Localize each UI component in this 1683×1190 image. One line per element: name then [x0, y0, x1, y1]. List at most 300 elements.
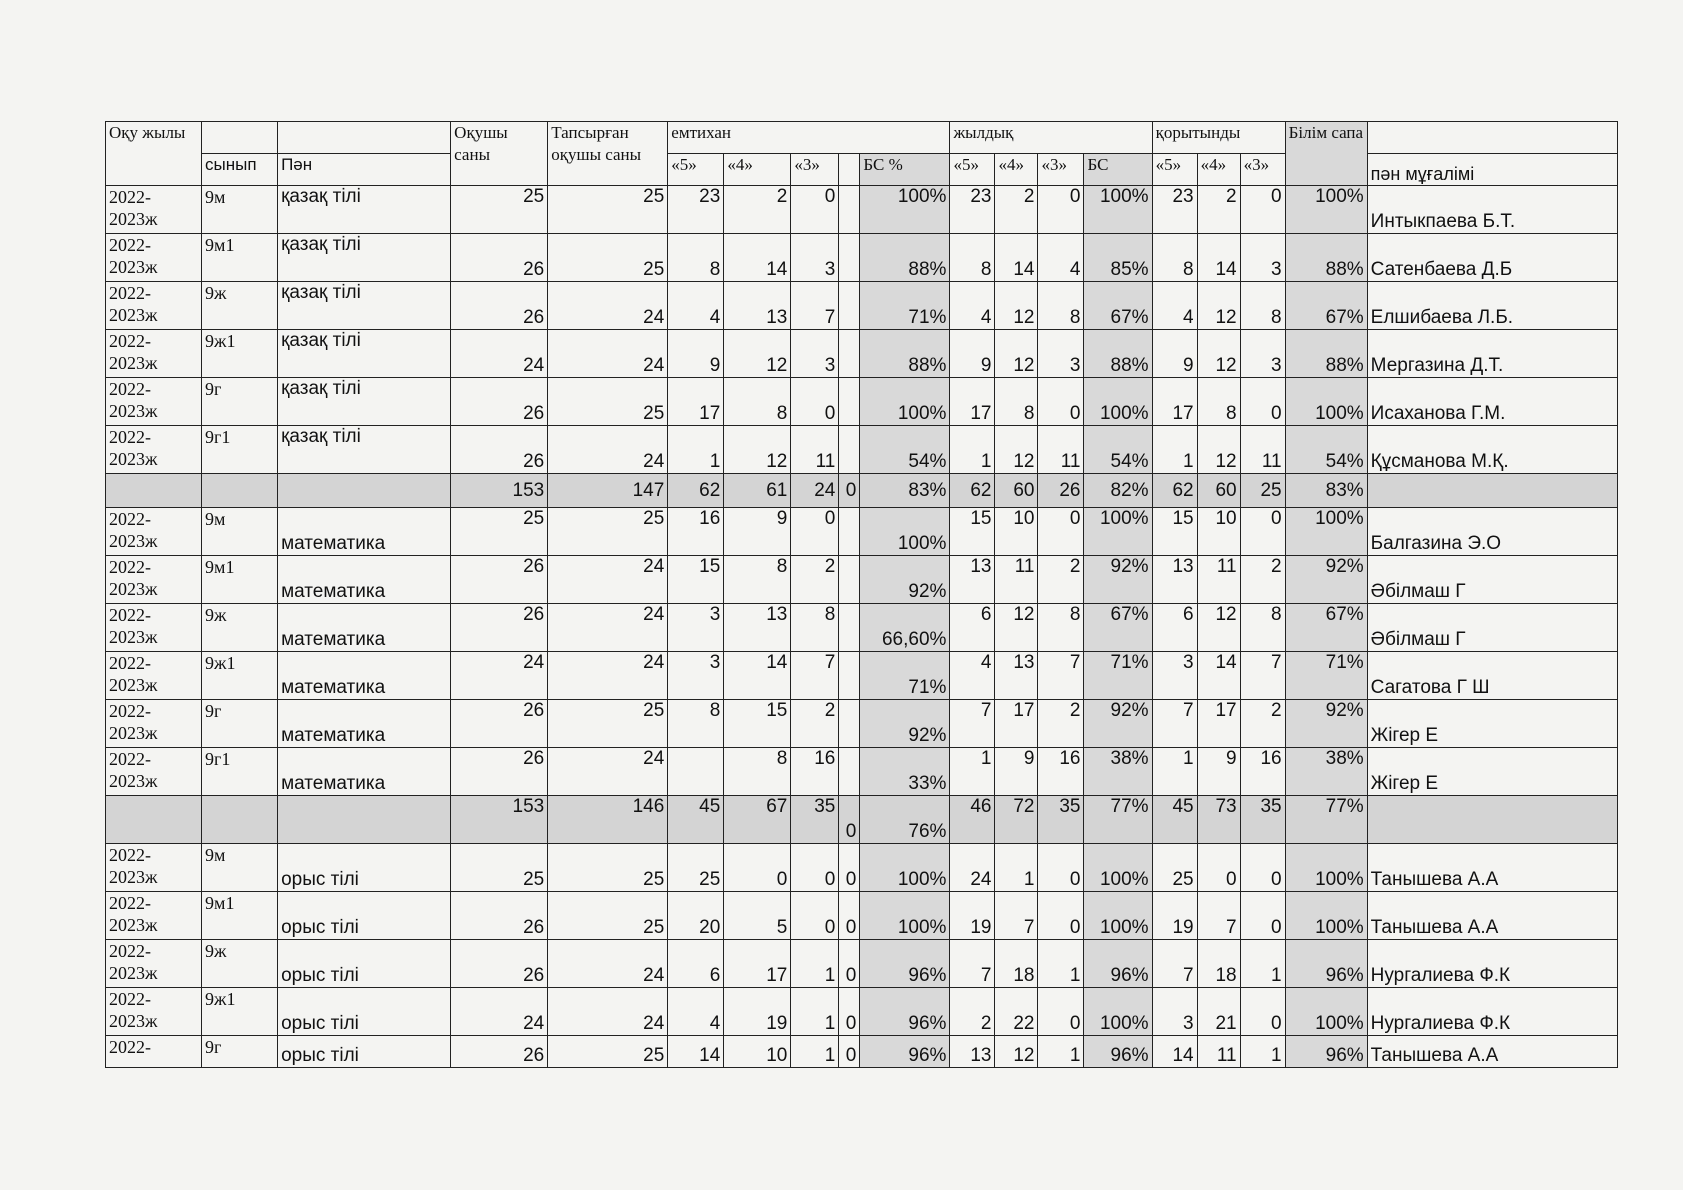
table-row: [106, 282, 1618, 330]
cell-a3: 8: [1038, 282, 1084, 330]
header-exam: емтихан: [668, 122, 950, 154]
cell-f4: 9: [1197, 748, 1240, 796]
cell-e2: [839, 234, 860, 282]
table-row: [106, 892, 1618, 940]
year-cell: [106, 508, 202, 556]
cell-a4: 8: [995, 378, 1038, 426]
cell-a5: 7: [950, 940, 995, 988]
cell-fq: 100%: [1285, 988, 1367, 1036]
cell-e4: 67: [724, 796, 791, 844]
class-cell: 9г: [202, 700, 278, 748]
header-final: қорытынды: [1152, 122, 1285, 154]
cell-a3: 0: [1038, 378, 1084, 426]
cell-passed: 25: [548, 234, 668, 282]
cell-e4: 12: [724, 330, 791, 378]
cell-e5: 20: [668, 892, 724, 940]
cell-abs: 82%: [1084, 474, 1152, 508]
cell-fq: 96%: [1285, 1036, 1367, 1068]
subject-cell: орыс тілі: [278, 892, 451, 940]
class-cell: 9ж1: [202, 330, 278, 378]
cell-abs: 92%: [1084, 700, 1152, 748]
cell-e3: 8: [791, 604, 839, 652]
table-row: [106, 186, 1618, 234]
cell-students: 153: [451, 474, 548, 508]
year-end: 2023ж: [109, 401, 158, 421]
year-cell: [106, 426, 202, 474]
cell-f5: 9: [1152, 330, 1197, 378]
subject-cell: қазақ тілі: [278, 426, 451, 474]
cell-a5: 13: [950, 1036, 995, 1068]
header-annual-bs: БС: [1084, 154, 1152, 186]
cell-students: 26: [451, 748, 548, 796]
cell-fq: 100%: [1285, 378, 1367, 426]
cell-students: 25: [451, 844, 548, 892]
year-cell: [106, 282, 202, 330]
cell-a5: 19: [950, 892, 995, 940]
cell-students: 26: [451, 700, 548, 748]
table-row: [106, 988, 1618, 1036]
cell-e3: 3: [791, 330, 839, 378]
table-row: [106, 330, 1618, 378]
cell-f5: 15: [1152, 508, 1197, 556]
cell-e5: 25: [668, 844, 724, 892]
header-row-2: [106, 154, 1618, 186]
cell-fq: 100%: [1285, 892, 1367, 940]
cell-a5: 62: [950, 474, 995, 508]
cell-e2: [839, 330, 860, 378]
subject-cell: қазақ тілі: [278, 330, 451, 378]
cell-a3: 1: [1038, 940, 1084, 988]
subject-cell: қазақ тілі: [278, 234, 451, 282]
cell-e2: [839, 604, 860, 652]
year-start: 2022-: [109, 605, 151, 625]
cell-e4: 10: [724, 1036, 791, 1068]
cell-passed: 146: [548, 796, 668, 844]
cell-abs: 100%: [1084, 892, 1152, 940]
cell-students: 26: [451, 426, 548, 474]
header-exam-5: «5»: [668, 154, 724, 186]
year-end: 2023ж: [109, 771, 158, 791]
year-end: 2023ж: [109, 963, 158, 983]
year-start: 2022-: [109, 1037, 151, 1057]
subject-cell: математика: [278, 748, 451, 796]
cell-a3: 1: [1038, 1036, 1084, 1068]
cell-e2: [839, 186, 860, 234]
year-cell: [106, 604, 202, 652]
year-end: 2023ж: [109, 209, 158, 229]
class-cell: 9м: [202, 844, 278, 892]
cell-a4: 18: [995, 940, 1038, 988]
year-end: 2023ж: [109, 723, 158, 743]
cell-e3: 1: [791, 940, 839, 988]
class-cell: 9ж: [202, 282, 278, 330]
cell-f5: 1: [1152, 748, 1197, 796]
cell-a4: 1: [995, 844, 1038, 892]
cell-f5: 19: [1152, 892, 1197, 940]
teacher-cell: Құсманова М.Қ.: [1367, 426, 1617, 474]
cell-passed: 24: [548, 748, 668, 796]
cell-a4: 7: [995, 892, 1038, 940]
year-start: 2022-: [109, 283, 151, 303]
subject-cell: орыс тілі: [278, 940, 451, 988]
cell-students: 25: [451, 508, 548, 556]
cell-f3: 25: [1240, 474, 1285, 508]
cell-abs: 100%: [1084, 378, 1152, 426]
cell-a3: 16: [1038, 748, 1084, 796]
cell-abs: 96%: [1084, 1036, 1152, 1068]
cell-f4: 7: [1197, 892, 1240, 940]
cell-e2: 0: [839, 892, 860, 940]
cell-fq: 100%: [1285, 186, 1367, 234]
teacher-cell: Балгазина Э.О: [1367, 508, 1617, 556]
cell-a5: 1: [950, 426, 995, 474]
cell-abs: 38%: [1084, 748, 1152, 796]
table-row: [106, 1036, 1618, 1068]
total-empty-cell: [106, 474, 202, 508]
total-empty-cell: [202, 474, 278, 508]
cell-f4: 10: [1197, 508, 1240, 556]
year-start: 2022-: [109, 749, 151, 769]
cell-a3: 8: [1038, 604, 1084, 652]
cell-ebs: 76%: [860, 796, 950, 844]
cell-students: 26: [451, 1036, 548, 1068]
exam-results-table: [105, 121, 1618, 1068]
cell-a4: 2: [995, 186, 1038, 234]
year-cell: [106, 988, 202, 1036]
year-end: 2023ж: [109, 257, 158, 277]
year-start: 2022-: [109, 845, 151, 865]
cell-f5: 45: [1152, 796, 1197, 844]
cell-f5: 62: [1152, 474, 1197, 508]
cell-e2: [839, 378, 860, 426]
header-exam-3: «3»: [791, 154, 839, 186]
cell-f5: 4: [1152, 282, 1197, 330]
cell-e3: 0: [791, 508, 839, 556]
cell-f3: 2: [1240, 556, 1285, 604]
year-cell: [106, 330, 202, 378]
cell-f4: 8: [1197, 378, 1240, 426]
header-final-5: «5»: [1152, 154, 1197, 186]
cell-e3: 35: [791, 796, 839, 844]
cell-a5: 6: [950, 604, 995, 652]
cell-ebs: 92%: [860, 700, 950, 748]
cell-e5: 8: [668, 234, 724, 282]
cell-e2: [839, 426, 860, 474]
header-quality: Білім сапа: [1285, 122, 1367, 186]
total-empty-cell: [1367, 796, 1617, 844]
cell-a4: 72: [995, 796, 1038, 844]
cell-e2: 0: [839, 988, 860, 1036]
year-start: 2022-: [109, 235, 151, 255]
cell-e2: [839, 748, 860, 796]
cell-e3: 7: [791, 282, 839, 330]
cell-a4: 17: [995, 700, 1038, 748]
year-start: 2022-: [109, 557, 151, 577]
class-cell: 9ж: [202, 604, 278, 652]
cell-fq: 67%: [1285, 282, 1367, 330]
cell-passed: 25: [548, 700, 668, 748]
cell-ebs: 83%: [860, 474, 950, 508]
cell-f5: 13: [1152, 556, 1197, 604]
cell-a3: 4: [1038, 234, 1084, 282]
cell-ebs: 96%: [860, 940, 950, 988]
cell-fq: 71%: [1285, 652, 1367, 700]
cell-passed: 25: [548, 1036, 668, 1068]
cell-e5: 3: [668, 652, 724, 700]
year-end: 2023ж: [109, 915, 158, 935]
cell-ebs: 96%: [860, 1036, 950, 1068]
cell-e4: 8: [724, 378, 791, 426]
cell-ebs: 92%: [860, 556, 950, 604]
cell-students: 153: [451, 796, 548, 844]
cell-e3: 0: [791, 186, 839, 234]
year-cell: [106, 186, 202, 234]
subject-cell: математика: [278, 556, 451, 604]
cell-ebs: 88%: [860, 234, 950, 282]
cell-a3: 0: [1038, 988, 1084, 1036]
cell-f3: 16: [1240, 748, 1285, 796]
class-cell: 9г: [202, 1036, 278, 1068]
cell-e5: 8: [668, 700, 724, 748]
cell-students: 24: [451, 652, 548, 700]
cell-a5: 13: [950, 556, 995, 604]
cell-abs: 100%: [1084, 988, 1152, 1036]
cell-f4: 12: [1197, 330, 1240, 378]
subject-cell: қазақ тілі: [278, 378, 451, 426]
subject-cell: математика: [278, 652, 451, 700]
cell-fq: 67%: [1285, 604, 1367, 652]
table-row: [106, 940, 1618, 988]
cell-passed: 24: [548, 330, 668, 378]
cell-abs: 100%: [1084, 844, 1152, 892]
cell-a3: 2: [1038, 700, 1084, 748]
table-row: [106, 652, 1618, 700]
cell-f5: 23: [1152, 186, 1197, 234]
cell-f4: 18: [1197, 940, 1240, 988]
cell-f3: 0: [1240, 844, 1285, 892]
year-start: 2022-: [109, 331, 151, 351]
cell-a4: 12: [995, 282, 1038, 330]
cell-f5: 3: [1152, 988, 1197, 1036]
cell-ebs: 100%: [860, 186, 950, 234]
cell-f3: 11: [1240, 426, 1285, 474]
cell-f4: 12: [1197, 426, 1240, 474]
cell-a3: 26: [1038, 474, 1084, 508]
cell-e5: 6: [668, 940, 724, 988]
class-cell: 9ж1: [202, 652, 278, 700]
year-cell: [106, 748, 202, 796]
cell-passed: 24: [548, 426, 668, 474]
cell-f3: 2: [1240, 700, 1285, 748]
cell-e5: [668, 748, 724, 796]
cell-f4: 73: [1197, 796, 1240, 844]
teacher-cell: Сагатова Г Ш: [1367, 652, 1617, 700]
cell-ebs: 33%: [860, 748, 950, 796]
cell-ebs: 100%: [860, 378, 950, 426]
cell-f4: 17: [1197, 700, 1240, 748]
cell-a5: 9: [950, 330, 995, 378]
class-cell: 9ж: [202, 940, 278, 988]
cell-a4: 60: [995, 474, 1038, 508]
header-annual-3: «3»: [1038, 154, 1084, 186]
cell-e2: 0: [839, 844, 860, 892]
year-cell: [106, 844, 202, 892]
year-start: 2022-: [109, 509, 151, 529]
cell-f3: 0: [1240, 988, 1285, 1036]
cell-passed: 25: [548, 378, 668, 426]
cell-a4: 12: [995, 330, 1038, 378]
cell-abs: 77%: [1084, 796, 1152, 844]
cell-a5: 15: [950, 508, 995, 556]
cell-e2: 0: [839, 1036, 860, 1068]
year-end: 2023ж: [109, 675, 158, 695]
header-row-1: [106, 122, 1618, 154]
cell-students: 26: [451, 282, 548, 330]
cell-f3: 1: [1240, 1036, 1285, 1068]
teacher-cell: Исаханова Г.М.: [1367, 378, 1617, 426]
subject-cell: математика: [278, 700, 451, 748]
cell-students: 26: [451, 556, 548, 604]
cell-f3: 0: [1240, 186, 1285, 234]
cell-a4: 11: [995, 556, 1038, 604]
cell-f3: 3: [1240, 234, 1285, 282]
cell-students: 26: [451, 378, 548, 426]
subject-cell: орыс тілі: [278, 988, 451, 1036]
year-cell: [106, 940, 202, 988]
cell-f4: 21: [1197, 988, 1240, 1036]
cell-abs: 88%: [1084, 330, 1152, 378]
cell-abs: 71%: [1084, 652, 1152, 700]
cell-e4: 12: [724, 426, 791, 474]
total-empty-cell: [278, 474, 451, 508]
header-exam-4: «4»: [724, 154, 791, 186]
teacher-cell: Танышева А.А: [1367, 892, 1617, 940]
cell-f5: 14: [1152, 1036, 1197, 1068]
year-end: 2023ж: [109, 579, 158, 599]
cell-students: 26: [451, 234, 548, 282]
cell-f5: 7: [1152, 700, 1197, 748]
table-row: [106, 844, 1618, 892]
cell-e3: 0: [791, 378, 839, 426]
class-cell: 9м1: [202, 892, 278, 940]
cell-e5: 15: [668, 556, 724, 604]
cell-a5: 17: [950, 378, 995, 426]
total-row: [106, 474, 1618, 508]
teacher-cell: Танышева А.А: [1367, 1036, 1617, 1068]
cell-e5: 14: [668, 1036, 724, 1068]
cell-e2: [839, 652, 860, 700]
cell-ebs: 100%: [860, 508, 950, 556]
cell-a3: 11: [1038, 426, 1084, 474]
cell-a5: 23: [950, 186, 995, 234]
class-cell: 9г1: [202, 748, 278, 796]
table-row: [106, 604, 1618, 652]
teacher-cell: Мергазина Д.Т.: [1367, 330, 1617, 378]
class-cell: 9м: [202, 508, 278, 556]
cell-f4: 2: [1197, 186, 1240, 234]
cell-e5: 1: [668, 426, 724, 474]
cell-a4: 13: [995, 652, 1038, 700]
cell-a4: 14: [995, 234, 1038, 282]
year-end: 2023ж: [109, 867, 158, 887]
cell-a3: 0: [1038, 844, 1084, 892]
cell-passed: 25: [548, 844, 668, 892]
cell-a4: 12: [995, 1036, 1038, 1068]
cell-students: 25: [451, 186, 548, 234]
table-row: [106, 378, 1618, 426]
cell-ebs: 71%: [860, 652, 950, 700]
cell-e3: 24: [791, 474, 839, 508]
year-start: 2022-: [109, 893, 151, 913]
cell-f4: 12: [1197, 604, 1240, 652]
cell-e5: 4: [668, 988, 724, 1036]
class-cell: 9м1: [202, 556, 278, 604]
cell-a3: 0: [1038, 508, 1084, 556]
cell-f5: 25: [1152, 844, 1197, 892]
year-start: 2022-: [109, 427, 151, 447]
cell-a3: 3: [1038, 330, 1084, 378]
year-end: 2023ж: [109, 449, 158, 469]
subject-cell: қазақ тілі: [278, 282, 451, 330]
year-start: 2022-: [109, 989, 151, 1009]
cell-a4: 9: [995, 748, 1038, 796]
cell-passed: 147: [548, 474, 668, 508]
year-cell: [106, 652, 202, 700]
cell-e2: [839, 282, 860, 330]
class-cell: 9г1: [202, 426, 278, 474]
cell-f5: 8: [1152, 234, 1197, 282]
cell-f4: 60: [1197, 474, 1240, 508]
table-row: [106, 508, 1618, 556]
year-start: 2022-: [109, 653, 151, 673]
cell-ebs: 100%: [860, 844, 950, 892]
cell-f5: 3: [1152, 652, 1197, 700]
year-cell: [106, 378, 202, 426]
cell-e4: 8: [724, 748, 791, 796]
cell-e5: 62: [668, 474, 724, 508]
subject-cell: орыс тілі: [278, 844, 451, 892]
header-annual: жылдық: [950, 122, 1152, 154]
cell-f3: 0: [1240, 378, 1285, 426]
year-start: 2022-: [109, 187, 151, 207]
cell-students: 26: [451, 604, 548, 652]
class-cell: 9ж1: [202, 988, 278, 1036]
table-row: [106, 748, 1618, 796]
cell-e5: 4: [668, 282, 724, 330]
cell-e4: 8: [724, 556, 791, 604]
cell-students: 24: [451, 330, 548, 378]
cell-e4: 2: [724, 186, 791, 234]
class-cell: 9г: [202, 378, 278, 426]
header-annual-5: «5»: [950, 154, 995, 186]
cell-e4: 13: [724, 604, 791, 652]
cell-f3: 0: [1240, 892, 1285, 940]
cell-f3: 7: [1240, 652, 1285, 700]
cell-e3: 1: [791, 988, 839, 1036]
cell-a4: 12: [995, 426, 1038, 474]
year-cell: [106, 234, 202, 282]
cell-f3: 1: [1240, 940, 1285, 988]
cell-e5: 16: [668, 508, 724, 556]
cell-e2: [839, 700, 860, 748]
cell-a3: 0: [1038, 892, 1084, 940]
cell-f4: 14: [1197, 234, 1240, 282]
cell-a3: 0: [1038, 186, 1084, 234]
cell-fq: 100%: [1285, 508, 1367, 556]
cell-abs: 67%: [1084, 604, 1152, 652]
cell-a5: 46: [950, 796, 995, 844]
cell-f3: 8: [1240, 604, 1285, 652]
